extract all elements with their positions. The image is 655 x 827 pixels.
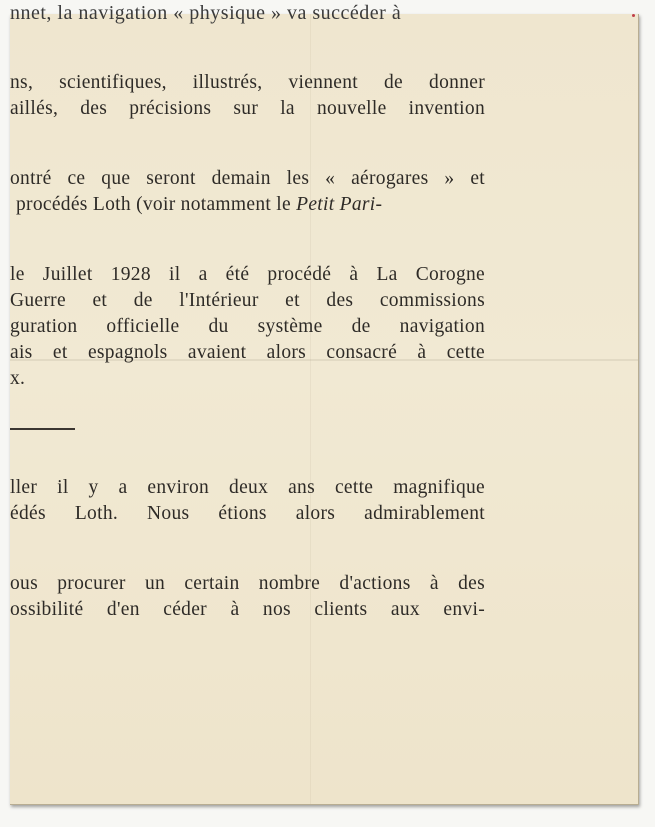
text-line: ossibilité d'en céder à nos clients aux envi- (10, 599, 485, 620)
paragraph-2 (10, 166, 630, 218)
text-line: aillés, des précisions sur la nouvelle invention (10, 98, 485, 119)
text-line: ller il y a environ deux ans cette magnifique (10, 477, 485, 498)
text-line: Guerre et de l'Intérieur et des commissions (10, 290, 485, 311)
text-line: ns, scientifiques, illustrés, viennent de donner (10, 72, 485, 93)
paragraph-5 (10, 571, 630, 623)
text-line (10, 192, 485, 218)
paragraph-1 (10, 70, 630, 122)
text-line: le Juillet 1928 il a été procédé à La Corogne (10, 264, 485, 285)
paragraph-4 (10, 475, 630, 527)
text-fragment: procédés Loth (voir notamment le (16, 194, 297, 215)
document-page (10, 2, 639, 805)
paper-crease (310, 14, 311, 804)
text-line: ous procurer un certain nombre d'actions à des (10, 573, 485, 594)
text-line: ontré ce que seront demain les « aérogares » et (10, 168, 485, 189)
ink-mark (632, 14, 635, 17)
italic-text: Petit Pari- (296, 194, 383, 215)
text-line: édés Loth. Nous étions alors admirablement (10, 503, 485, 524)
cut-off-top-line: nnet, la navigation « physique » va succéder à (10, 2, 402, 24)
text-line: x. (10, 368, 26, 389)
separator-rule (10, 428, 75, 430)
text-line: guration officielle du système de navigation (10, 316, 485, 337)
paragraph-3 (10, 262, 630, 392)
text-line: ais et espagnols avaient alors consacré à cette (10, 342, 485, 363)
